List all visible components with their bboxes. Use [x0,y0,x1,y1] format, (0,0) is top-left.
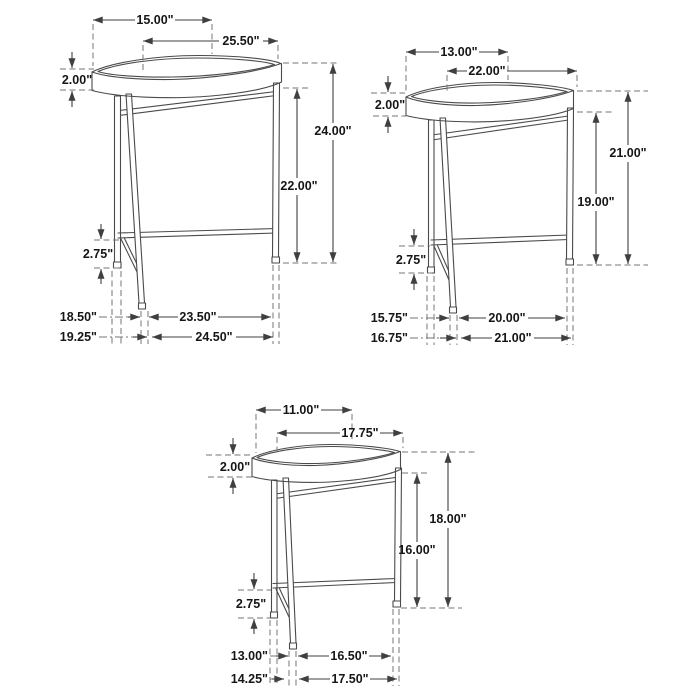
small-underside-height-label: 16.00" [398,543,436,557]
small-base-depth-outer-label: 14.25" [230,672,268,686]
table-large [60,13,352,344]
table-small-front-foot [290,643,297,649]
table-large-back-leg [115,96,121,262]
table-large-front-foot [139,303,146,309]
table-small-right-foot [393,601,401,607]
small-overall-height-label: 18.00" [429,512,467,526]
table-large-art [92,56,282,310]
medium-stretcher-clearance-label: 2.75" [395,253,427,267]
small-base-width-inner-label: 16.50" [330,649,368,663]
table-large-top [92,56,281,80]
large-overall-height-label: 24.00" [314,124,352,138]
table-small-right-leg [395,468,402,601]
large-base-depth-outer-label: 19.25" [59,330,97,344]
table-medium [371,45,648,345]
large-stretcher-clearance-label: 2.75" [82,247,114,261]
table-small [206,403,478,686]
table-large-rail [119,92,276,116]
table-medium-art [406,83,574,314]
table-large-stretcher [118,229,277,239]
table-medium-right-foot [566,259,574,265]
large-base-depth-inner-label: 18.50" [59,310,97,324]
table-medium-rail [432,116,569,140]
small-top-depth-label: 17.75" [341,426,379,440]
small-base-depth-inner-label: 13.00" [230,649,268,663]
large-top-width-label: 15.00" [136,13,174,27]
small-top-thickness-label: 2.00" [219,460,251,474]
large-base-width-inner-label: 23.50" [179,310,217,324]
small-base-width-outer-label: 17.50" [331,672,369,686]
medium-underside-height-label: 19.00" [577,195,615,209]
table-large-right-leg [273,83,280,257]
medium-overall-height-label: 21.00" [609,146,647,160]
table-medium-front-foot [450,307,457,313]
table-small-front-leg [283,478,296,643]
medium-base-width-inner-label: 20.00" [488,311,526,325]
medium-top-thickness-label: 2.00" [374,98,406,112]
large-base-width-outer-label: 24.50" [195,330,233,344]
large-top-depth-label: 25.50" [222,34,260,48]
medium-base-depth-outer-label: 16.75" [370,331,408,345]
table-large-back-foot [114,262,122,268]
table-small-art [252,445,402,650]
medium-top-width-label: 13.00" [440,45,478,59]
table-large-front-leg [126,94,145,303]
large-underside-height-label: 22.00" [280,179,318,193]
medium-base-width-outer-label: 21.00" [494,331,532,345]
table-medium-back-foot [428,267,435,273]
small-top-width-label: 11.00" [282,403,320,417]
table-large-right-foot [272,257,280,263]
table-small-top [252,445,400,466]
medium-top-depth-label: 22.00" [468,64,506,78]
table-medium-top [406,83,574,106]
table-small-back-foot [271,612,278,618]
large-top-thickness-label: 2.00" [61,73,93,87]
table-medium-right-leg [567,108,574,259]
small-stretcher-clearance-label: 2.75" [235,597,267,611]
table-small-rail [275,478,396,499]
medium-base-depth-inner-label: 15.75" [370,311,408,325]
table-small-back-leg [272,480,278,612]
